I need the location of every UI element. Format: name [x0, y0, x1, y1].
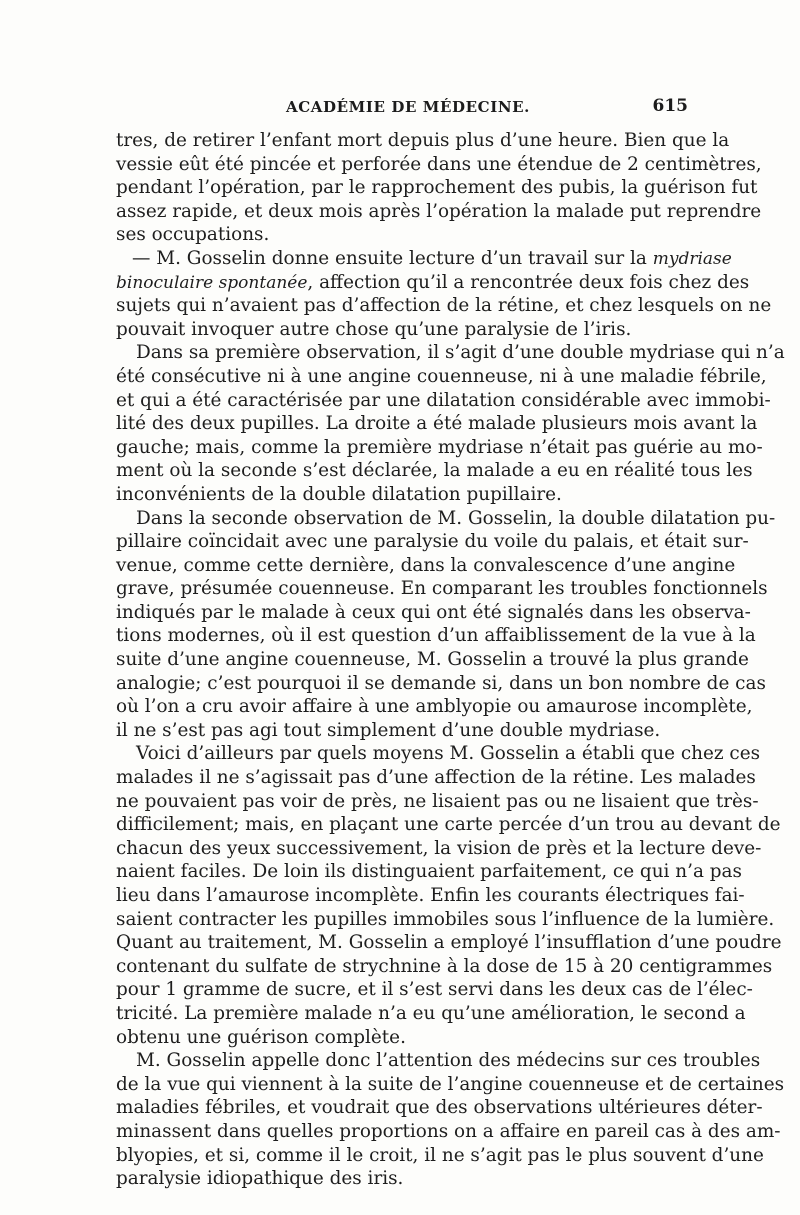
italic-term: mydriase	[652, 248, 732, 269]
text-line: M. Gosselin appelle donc l’attention des médecins sur ces troubles	[136, 1050, 761, 1072]
text-line: Quant au traitement, M. Gosselin a employé l’insufflation d’une poudre	[116, 932, 782, 954]
text-line: analogie; c’est pourquoi il se demande si, dans un bon nombre de cas	[116, 672, 766, 694]
text-line: chacun des yeux successivement, la vision de près et la lecture deve-	[116, 837, 762, 859]
text-line: et qui a été caractérisée par une dilatation considérable avec immobi-	[116, 389, 771, 411]
text-line: pour 1 gramme de sucre, et il s’est servi dans les deux cas de l’élec-	[116, 979, 753, 1001]
text-line: indiqués par le malade à ceux qui ont été signalés dans les observa-	[116, 601, 751, 623]
text-line: été consécutive ni à une angine couenneuse, ni à une maladie fébrile,	[116, 365, 767, 387]
running-head: ACADÉMIE DE MÉDECINE.	[286, 98, 530, 116]
text-line: maladies fébriles, et voudrait que des observations ultérieures déter-	[116, 1097, 763, 1119]
text-line: suite d’une angine couenneuse, M. Gosselin a trouvé la plus grande	[116, 649, 749, 671]
text-line: minassent dans quelles proportions on a affaire en pareil cas à des am-	[116, 1120, 781, 1142]
text-line: pouvait invoquer autre chose qu’une paralysie de l’iris.	[116, 318, 632, 340]
text-line: tions modernes, où il est question d’un affaiblissement de la vue à la	[116, 625, 756, 647]
text-line: saient contracter les pupilles immobiles sous l’influence de la lumière.	[116, 908, 775, 930]
text-line: ment où la seconde s’est déclarée, la malade a eu en réalité tous les	[116, 460, 753, 482]
italic-term: binoculaire spontanée	[116, 272, 308, 293]
text-line: lité des deux pupilles. La droite a été malade plusieurs mois avant la	[116, 413, 758, 435]
text-line: assez rapide, et deux mois après l’opération la malade put reprendre	[116, 200, 762, 222]
text-line: il ne s’est pas agi tout simplement d’une double mydriase.	[116, 719, 661, 741]
text-line: venue, comme cette dernière, dans la convalescence d’une angine	[116, 554, 736, 576]
text-line: tricité. La première malade n’a eu qu’une amélioration, le second a	[116, 1002, 746, 1024]
page-header	[116, 96, 688, 122]
text-line: sujets qui n’avaient pas d’affection de la rétine, et chez lesquels on ne	[116, 295, 772, 317]
text-line: malades il ne s’agissait pas d’une affection de la rétine. Les malades	[116, 767, 756, 789]
text-line: vessie eût été pincée et perforée dans une étendue de 2 centimètres,	[116, 153, 762, 175]
text-line: difficilement; mais, en plaçant une carte percée d’un trou au devant de	[116, 814, 781, 836]
text-line: grave, présumée couenneuse. En comparant les troubles fonctionnels	[116, 578, 768, 600]
text-line: blyopies, et si, comme il le croit, il ne s’agit pas le plus souvent d’une	[116, 1144, 764, 1166]
text-line: pendant l’opération, par le rapprochement des pubis, la guérison fut	[116, 177, 758, 199]
text-line	[116, 247, 732, 271]
text-segment: — M. Gosselin donne ensuite lecture d’un travail sur la	[132, 247, 647, 269]
text-line: Dans sa première observation, il s’agit d’une double mydriase qui n’a	[136, 342, 785, 364]
text-line: obtenu une guérison complète.	[116, 1026, 406, 1048]
text-line: Dans la seconde observation de M. Gosselin, la double dilatation pu-	[136, 507, 776, 529]
text-line: pillaire coïncidait avec une paralysie du voile du palais, et était sur-	[116, 531, 749, 553]
text-line: inconvénients de la double dilatation pupillaire.	[116, 483, 562, 505]
text-line: ses occupations.	[116, 224, 270, 246]
text-segment: , affection qu’il a rencontrée deux fois chez des	[307, 271, 750, 293]
text-line: Voici d’ailleurs par quels moyens M. Gosselin a établi que chez ces	[136, 743, 761, 765]
text-line: où l’on a cru avoir affaire à une amblyopie ou amaurose incomplète,	[116, 696, 753, 718]
text-line: lieu dans l’amaurose incomplète. Enfin les courants électriques fai-	[116, 885, 745, 906]
text-line: contenant du sulfate de strychnine à la dose de 15 à 20 centigrammes	[116, 955, 773, 977]
body-text	[116, 129, 785, 1191]
text-line: paralysie idiopathique des iris.	[116, 1168, 404, 1190]
text-line: naient faciles. De loin ils distinguaient parfaitement, ce qui n’a pas	[116, 861, 742, 883]
text-line: tres, de retirer l’enfant mort depuis plus d’une heure. Bien que la	[116, 130, 730, 151]
page-number: 615	[652, 96, 688, 116]
text-line: gauche; mais, comme la première mydriase n’était pas guérie au mo-	[116, 436, 763, 458]
text-line	[116, 271, 750, 295]
text-line: ne pouvaient pas voir de près, ne lisaient pas ou ne lisaient que très-	[116, 790, 759, 812]
text-line: de la vue qui viennent à la suite de l’angine couenneuse et de certaines	[116, 1073, 785, 1095]
